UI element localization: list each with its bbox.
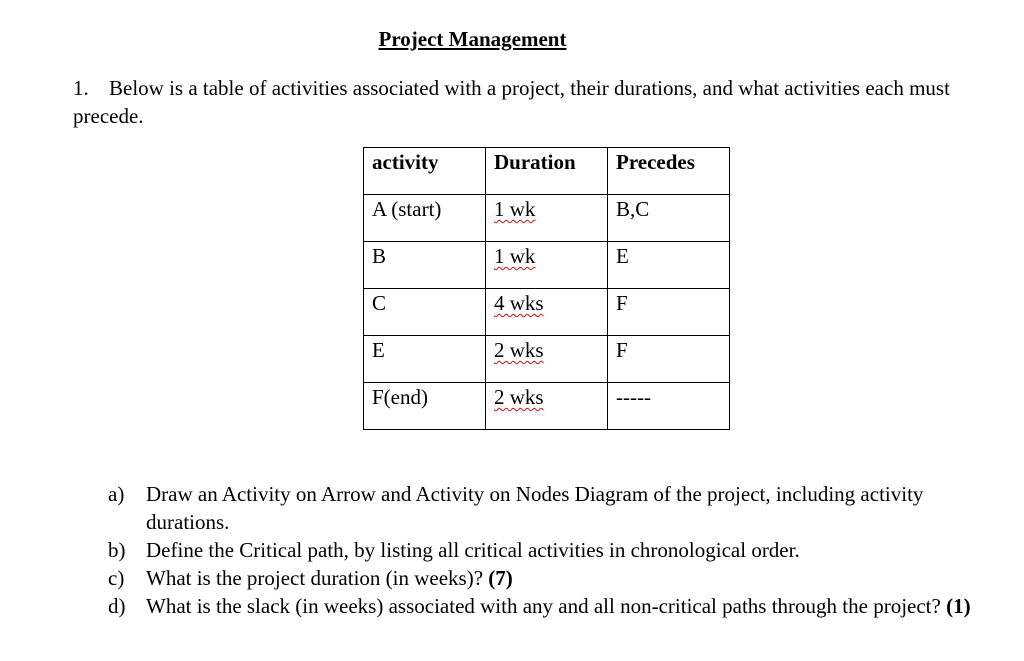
table-row bbox=[364, 195, 730, 242]
table-row bbox=[364, 383, 730, 430]
cell-duration: 2 wks bbox=[486, 336, 608, 383]
question-1 bbox=[73, 74, 993, 130]
cell-activity: C bbox=[364, 289, 486, 336]
subquestion-c bbox=[108, 564, 998, 592]
subquestion-list bbox=[108, 480, 998, 620]
cell-duration: 4 wks bbox=[486, 289, 608, 336]
subquestion-points: (7) bbox=[488, 566, 513, 590]
cell-activity: B bbox=[364, 242, 486, 289]
question-number: 1. bbox=[73, 76, 89, 100]
subquestion-text: What is the slack (in weeks) associated with any and all non-critical paths through the project? bbox=[146, 594, 941, 618]
header-precedes: Precedes bbox=[608, 148, 730, 195]
subquestion-a bbox=[108, 480, 998, 536]
question-text: Below is a table of activities associated with a project, their durations, and what activities each must precede. bbox=[73, 76, 950, 128]
subquestion-label: b) bbox=[108, 538, 126, 562]
subquestion-text: Define the Critical path, by listing all critical activities in chronological order. bbox=[146, 538, 800, 562]
cell-precedes: F bbox=[608, 289, 730, 336]
header-duration: Duration bbox=[486, 148, 608, 195]
subquestion-d bbox=[108, 592, 998, 620]
table-header-row bbox=[364, 148, 730, 195]
cell-duration: 1 wk bbox=[486, 195, 608, 242]
subquestion-points: (1) bbox=[946, 594, 971, 618]
header-activity: activity bbox=[364, 148, 486, 195]
subquestion-text: Draw an Activity on Arrow and Activity on Nodes Diagram of the project, including activity durations. bbox=[146, 482, 924, 534]
subquestion-label: c) bbox=[108, 566, 125, 590]
cell-duration: 2 wks bbox=[486, 383, 608, 430]
table-row bbox=[364, 289, 730, 336]
cell-activity: E bbox=[364, 336, 486, 383]
cell-precedes: ----- bbox=[608, 383, 730, 430]
subquestion-label: d) bbox=[108, 594, 126, 618]
subquestion-label: a) bbox=[108, 482, 125, 506]
cell-duration: 1 wk bbox=[486, 242, 608, 289]
activity-table bbox=[363, 147, 730, 430]
table-row bbox=[364, 242, 730, 289]
cell-activity: A (start) bbox=[364, 195, 486, 242]
cell-precedes: E bbox=[608, 242, 730, 289]
table-row bbox=[364, 336, 730, 383]
cell-precedes: B,C bbox=[608, 195, 730, 242]
subquestion-b bbox=[108, 536, 998, 564]
subquestion-text: What is the project duration (in weeks)? bbox=[146, 566, 484, 590]
cell-activity: F(end) bbox=[364, 383, 486, 430]
page-title: Project Management bbox=[378, 27, 567, 51]
cell-precedes: F bbox=[608, 336, 730, 383]
